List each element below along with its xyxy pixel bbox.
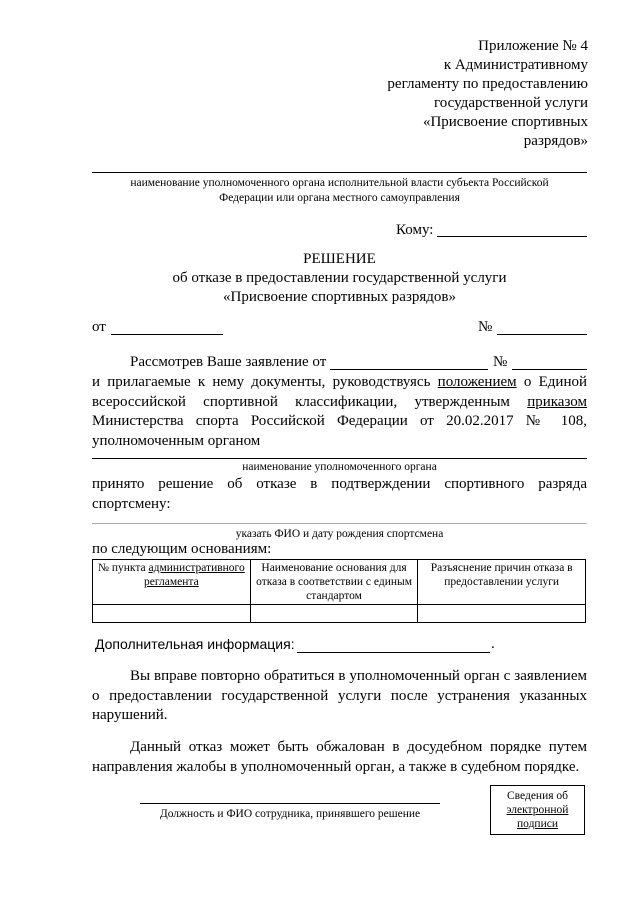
signature-caption: Должность и ФИО сотрудника, принявшего решение xyxy=(159,808,421,820)
appendix-line: регламенту по предоставлению xyxy=(387,76,588,92)
regulation-link[interactable]: положением xyxy=(437,374,517,390)
authority-caption-line: наименование уполномоченного органа исполнительной власти субъекта Российской xyxy=(130,177,549,189)
title-line: об отказе в предоставлении государственной услуги xyxy=(172,270,507,286)
table-header-cell: Наименование основания для отказа в соответствии с единым стандартом xyxy=(250,560,418,605)
appendix-line: государственной услуги xyxy=(434,95,588,111)
decision-number-field[interactable] xyxy=(497,334,587,335)
athlete-caption: указать ФИО и дату рождения спортсмена xyxy=(235,528,444,540)
additional-info-field[interactable] xyxy=(297,652,490,653)
p1-text: Министерства спорта Российской Федерации от 20.02.2017 № 108, уполномоченным органом xyxy=(92,413,587,449)
signature-field[interactable] xyxy=(140,803,440,804)
authority-caption xyxy=(92,176,587,206)
administrative-regulation-link[interactable]: административного регламента xyxy=(144,562,245,588)
table-header-row xyxy=(93,560,586,605)
appendix-line: к Административному xyxy=(443,57,588,73)
grounds-lead: по следующим основаниям: xyxy=(92,541,272,557)
paragraph-appeal: Данный отказ может быть обжалован в досудебном порядке путем направления жалобы в уполномоченный орган, а также в судебном порядке. xyxy=(92,739,587,775)
paragraph-basis xyxy=(92,373,587,451)
table-cell[interactable] xyxy=(250,605,418,623)
document-title xyxy=(92,250,587,307)
decision-date-field[interactable] xyxy=(111,334,223,335)
table-header-cell xyxy=(93,560,251,605)
title-line: «Присвоение спортивных разрядов» xyxy=(222,289,456,305)
p1-text: и прилагаемые к нему документы, руководствуясь xyxy=(92,374,431,390)
p1-lead: Рассмотрев Ваше заявление от xyxy=(130,354,327,370)
paragraph-reapply: Вы вправе повторно обратиться в уполномоченный орган с заявлением о предоставлении государственной услуги после устранения указанных нарушений. xyxy=(92,668,587,724)
appendix-line: разрядов» xyxy=(523,133,588,149)
additional-info-label: Дополнительная информация: xyxy=(95,636,295,652)
from-label: от xyxy=(92,319,106,335)
athlete-field[interactable] xyxy=(92,523,587,524)
header-text: № пункта xyxy=(98,562,146,574)
authority-name-field-2[interactable] xyxy=(92,458,587,459)
esign-link[interactable]: электронной xyxy=(506,804,569,816)
appendix-header xyxy=(387,37,588,151)
title-heading: РЕШЕНИЕ xyxy=(303,251,376,267)
table-cell[interactable] xyxy=(418,605,586,623)
paragraph-decision: принято решение об отказе в подтверждении спортивного разряда спортсмену: xyxy=(92,476,587,512)
table-row xyxy=(93,605,586,623)
electronic-signature-box xyxy=(490,785,585,835)
table-header-cell: Разъяснение причин отказа в предоставлении услуги xyxy=(418,560,586,605)
grounds-table xyxy=(92,559,586,623)
number-label: № xyxy=(478,319,493,335)
authority-caption-line: Федерации или органа местного самоуправления xyxy=(219,192,460,204)
additional-info-end: . xyxy=(491,636,495,652)
application-number-field[interactable] xyxy=(512,369,587,370)
to-label: Кому: xyxy=(396,222,434,238)
appendix-line: «Присвоение спортивных xyxy=(422,114,588,130)
application-date-field[interactable] xyxy=(330,369,488,370)
authority-name-caption: наименование уполномоченного органа xyxy=(242,461,437,473)
authority-name-field[interactable] xyxy=(92,172,587,173)
order-link[interactable]: приказом xyxy=(527,393,588,410)
recipient-field[interactable] xyxy=(437,236,587,237)
esign-line: Сведения об xyxy=(506,790,568,802)
p1-number-label: № xyxy=(493,354,508,370)
p1-text: о Единой всероссийской спортивной классификации, утвержденным xyxy=(92,374,587,410)
esign-link[interactable]: подписи xyxy=(517,818,558,830)
appendix-line: Приложение № 4 xyxy=(478,38,588,54)
table-cell[interactable] xyxy=(93,605,251,623)
